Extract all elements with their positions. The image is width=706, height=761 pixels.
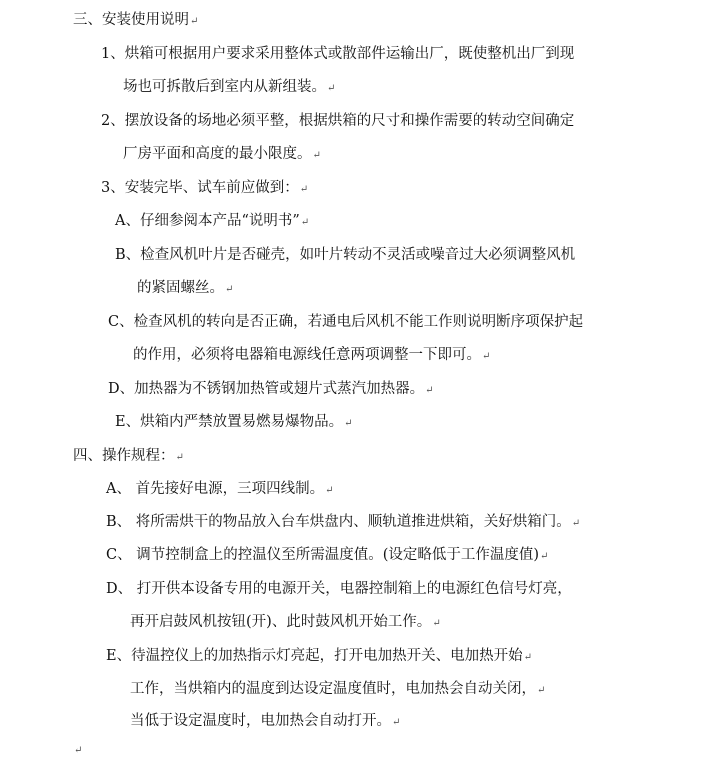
text-line: B、 将所需烘干的物品放入台车烘盘内、顺轨道推进烘箱，关好烘箱门。↵ xyxy=(106,514,581,530)
text-line: 场也可拆散后到室内从新组装。↵ xyxy=(123,79,336,95)
paragraph-mark-icon: ↵ xyxy=(540,551,549,562)
text-line: 再开启鼓风机按钮(开)、此时鼓风机开始工作。↵ xyxy=(130,614,441,630)
text-line: 的紧固螺丝。↵ xyxy=(137,280,234,296)
paragraph-mark-icon: ↵ xyxy=(523,652,532,663)
paragraph-mark-icon: ↵ xyxy=(392,717,401,728)
paragraph-mark-icon: ↵ xyxy=(537,685,546,696)
text-line: 2、摆放设备的场地必须平整，根据烘箱的尺寸和操作需要的转动空间确定 xyxy=(101,113,575,129)
text-line: C、 调节控制盒上的控温仪至所需温度值。(设定略低于工作温度值)↵ xyxy=(106,547,549,563)
paragraph-mark-icon: ↵ xyxy=(225,284,234,295)
text-line: 当低于设定温度时，电加热会自动打开。↵ xyxy=(130,713,401,729)
text-line: 的作用，必须将电器箱电源线任意两项调整一下即可。↵ xyxy=(133,347,491,363)
empty-paragraph xyxy=(73,739,82,761)
paragraph-mark-icon: ↵ xyxy=(312,150,321,161)
text-line: D、加热器为不锈钢加热管或翅片式蒸汽加热器。↵ xyxy=(108,381,434,397)
text-line: A、 首先接好电源，三项四线制。↵ xyxy=(106,481,334,497)
paragraph-mark-icon: ↵ xyxy=(190,16,199,27)
paragraph-mark-icon: ↵ xyxy=(299,184,309,195)
text-line: A、仔细参阅本产品“说明书”↵ xyxy=(115,213,310,229)
text-line: E、烘箱内严禁放置易燃易爆物品。↵ xyxy=(115,414,353,430)
section-heading-installation: 三、安装使用说明↵ xyxy=(73,12,199,28)
paragraph-mark-icon: ↵ xyxy=(300,217,310,228)
text-line: E、待温控仪上的加热指示灯亮起，打开电加热开关、电加热开始↵ xyxy=(106,648,532,664)
paragraph-mark-icon: ↵ xyxy=(74,745,83,756)
paragraph-mark-icon: ↵ xyxy=(325,485,334,496)
text-line: 工作，当烘箱内的温度到达设定温度值时，电加热会自动关闭，↵ xyxy=(130,681,546,697)
paragraph-mark-icon: ↵ xyxy=(482,351,491,362)
text-line: C、检查风机的转向是否正确，若通电后风机不能工作则说明断序项保护起 xyxy=(108,314,584,330)
section-heading-operation: 四、操作规程：↵ xyxy=(73,448,184,464)
paragraph-mark-icon: ↵ xyxy=(571,518,581,529)
text-line: B、检查风机叶片是否碰壳，如叶片转动不灵活或噪音过大必须调整风机 xyxy=(115,247,576,263)
paragraph-mark-icon: ↵ xyxy=(432,618,441,629)
text-line: 1、烘箱可根据用户要求采用整体式或散部件运输出厂，既使整机出厂到现 xyxy=(101,46,575,62)
paragraph-mark-icon: ↵ xyxy=(327,83,336,94)
text-line: D、 打开供本设备专用的电源开关，电器控制箱上的电源红色信号灯亮， xyxy=(106,581,572,597)
text-line: 厂房平面和高度的最小限度。↵ xyxy=(123,146,321,162)
paragraph-mark-icon: ↵ xyxy=(175,452,184,463)
paragraph-mark-icon: ↵ xyxy=(425,385,434,396)
paragraph-mark-icon: ↵ xyxy=(344,418,353,429)
text-line: 3、安装完毕、试车前应做到：↵ xyxy=(101,180,309,196)
